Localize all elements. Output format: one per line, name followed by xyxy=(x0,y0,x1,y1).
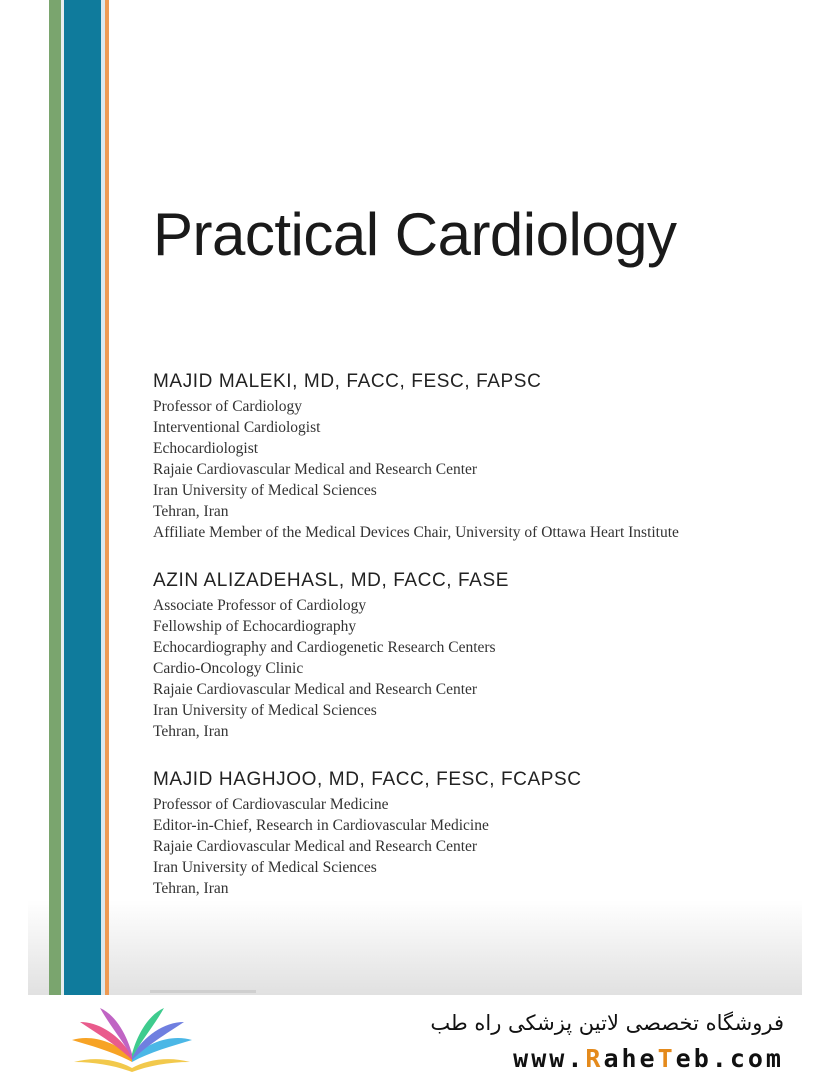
author-block xyxy=(153,371,679,543)
affiliation-line: Iran University of Medical Sciences xyxy=(153,482,377,499)
url-part: www. xyxy=(513,1044,586,1073)
author-name: MAJID HAGHJOO, MD, FACC, FESC, FCAPSC xyxy=(153,769,582,790)
url-part: ahe xyxy=(603,1044,658,1073)
affiliation-line: Cardio-Oncology Clinic xyxy=(153,660,304,677)
url-part: eb xyxy=(675,1044,712,1073)
affiliation-line: Tehran, Iran xyxy=(153,880,229,897)
affiliation-line: Professor of Cardiovascular Medicine xyxy=(153,796,389,813)
author-name: MAJID MALEKI, MD, FACC, FESC, FAPSC xyxy=(153,371,542,392)
affiliation-list xyxy=(153,396,679,543)
affiliation-line: Echocardiologist xyxy=(153,440,259,457)
page-footer-mark xyxy=(150,990,256,993)
book-title: Practical Cardiology xyxy=(153,201,677,268)
affiliation-line: Iran University of Medical Sciences xyxy=(153,859,377,876)
affiliation-line: Tehran, Iran xyxy=(153,723,229,740)
affiliation-line: Editor-in-Chief, Research in Cardiovascular Medicine xyxy=(153,817,489,834)
green-spine-stripe xyxy=(49,0,61,995)
shop-name: فروشگاه تخصصی لاتین پزشکی راه طب xyxy=(430,1011,784,1035)
affiliation-list xyxy=(153,595,509,742)
author-block xyxy=(153,769,582,899)
author-name: AZIN ALIZADEHASL, MD, FACC, FASE xyxy=(153,570,510,591)
url-accent-letter: T xyxy=(657,1044,676,1073)
affiliation-line: Echocardiography and Cardiogenetic Research Centers xyxy=(153,639,496,656)
affiliation-line: Rajaie Cardiovascular Medical and Research Center xyxy=(153,838,478,855)
teal-spine-stripe xyxy=(64,0,101,995)
affiliation-line: Tehran, Iran xyxy=(153,503,229,520)
affiliation-line: Associate Professor of Cardiology xyxy=(153,597,367,614)
author-block xyxy=(153,570,509,742)
affiliation-line: Rajaie Cardiovascular Medical and Research Center xyxy=(153,681,478,698)
affiliation-line: Fellowship of Echocardiography xyxy=(153,618,357,635)
open-book-rainbow-icon xyxy=(66,1006,198,1074)
url-accent-letter: R xyxy=(585,1044,604,1073)
url-part: .com xyxy=(711,1044,784,1073)
page-bottom-shadow xyxy=(28,900,802,995)
affiliation-line: Iran University of Medical Sciences xyxy=(153,702,377,719)
affiliation-line: Affiliate Member of the Medical Devices Chair, University of Ottawa Heart Institute xyxy=(153,524,679,541)
affiliation-line: Interventional Cardiologist xyxy=(153,419,321,436)
affiliation-list xyxy=(153,794,582,899)
orange-spine-stripe xyxy=(105,0,109,995)
affiliation-line: Professor of Cardiology xyxy=(153,398,302,415)
affiliation-line: Rajaie Cardiovascular Medical and Research Center xyxy=(153,461,478,478)
website-url[interactable] xyxy=(513,1044,784,1073)
